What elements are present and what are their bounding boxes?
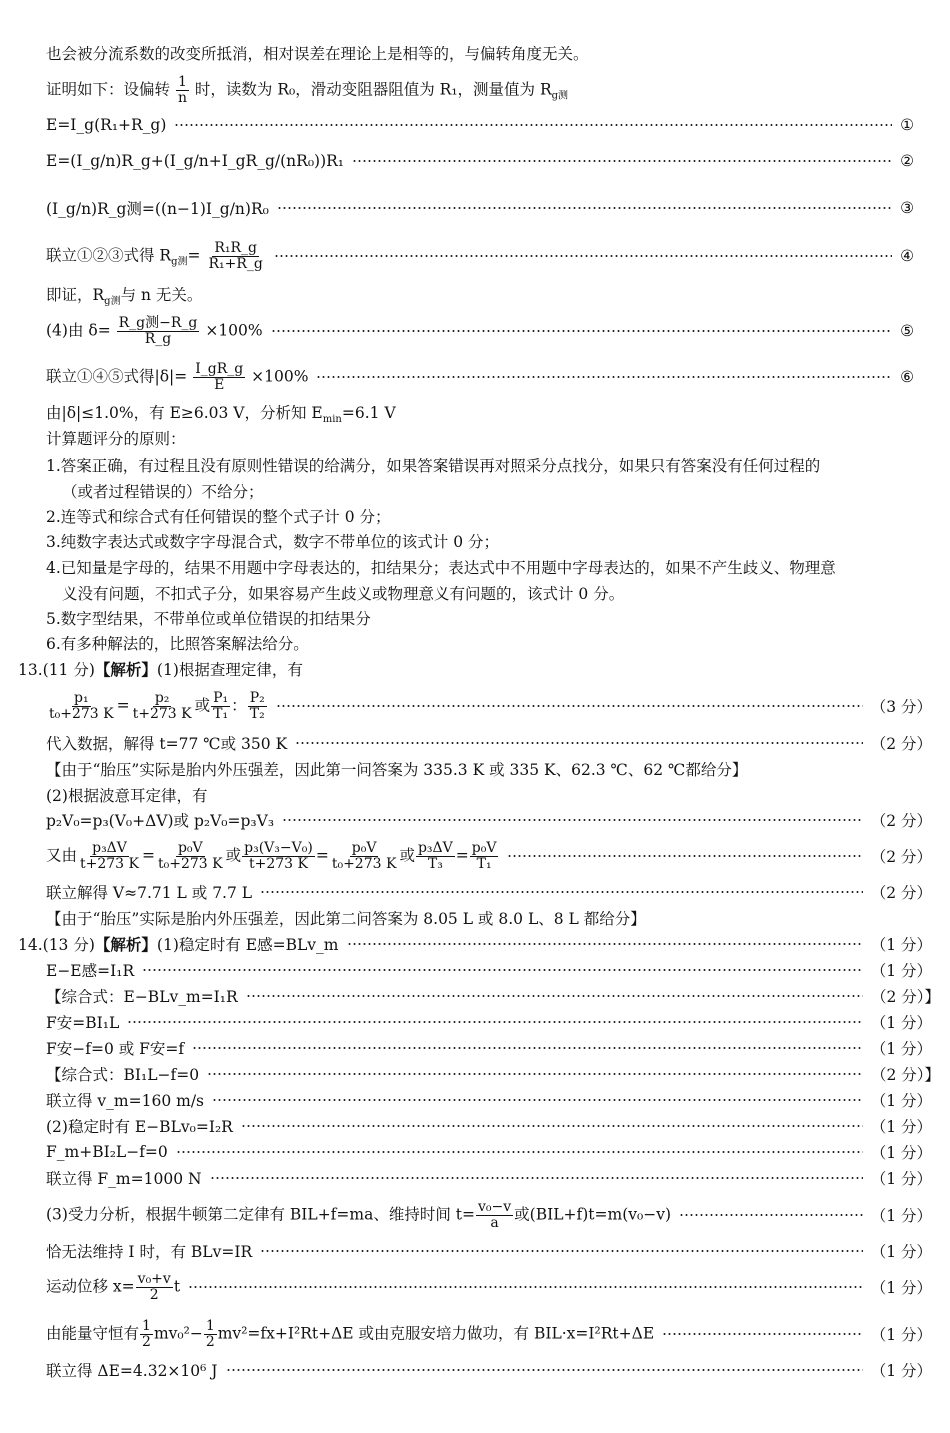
- equation: 联立解得 V≈7.71 L 或 7.7 L: [46, 884, 253, 902]
- text-line: [46, 630, 950, 656]
- line-text: 【由于“胎压”实际是胎内外压强差，因此第一问答案为 335.3 K 或 335 K、62.3 ℃、62 ℃都给分】: [46, 761, 748, 779]
- equation-line: [46, 314, 932, 347]
- text-line: [46, 425, 950, 451]
- text-line: [46, 40, 950, 66]
- equation: 代入数据，解得 t=77 ℃或 350 K: [46, 735, 288, 753]
- leader-dots: [679, 1214, 863, 1216]
- leader-dots: [192, 1047, 863, 1049]
- equation: (2)稳定时有 E−BLv₀=I₂R: [46, 1118, 233, 1136]
- leader-dots: [174, 124, 892, 126]
- equation-line: [46, 1357, 950, 1383]
- fraction: $\frac{1}{n}$: [177, 73, 187, 106]
- leader-dots: [662, 1333, 863, 1335]
- text-line: [62, 580, 950, 606]
- equation: (4)由 δ= $\frac{\text{R\_g测−R\_g}}{R\_g}$ ×100%: [46, 314, 263, 347]
- line-text: 计算题评分的原则：: [46, 430, 186, 448]
- equation-line: [46, 1165, 950, 1191]
- leader-dots: [347, 943, 863, 945]
- equation: F安−f=0 或 F安=f: [46, 1040, 185, 1058]
- score: （1 分）: [870, 1326, 932, 1344]
- leader-dots: [282, 819, 863, 821]
- score: （2 分）】: [870, 988, 940, 1006]
- fraction: $\frac{\text{R\_g测−R\_g}}{R\_g}$: [118, 314, 198, 347]
- equation-line: [46, 1270, 950, 1303]
- leader-dots: [210, 1177, 863, 1179]
- leader-dots: [507, 855, 862, 857]
- equation-number: ④: [900, 247, 914, 265]
- line-text: 即证，$R_{g测}$与 n 无关。: [46, 285, 203, 308]
- equation: 运动位移 x= $\frac{\text{v₀+v}}{2}$ t: [46, 1270, 181, 1303]
- equation-line: [46, 1009, 950, 1035]
- equation-line: [46, 360, 932, 393]
- fraction: $\frac{I\_gR\_g}{E}$: [195, 360, 244, 393]
- equation-line: [46, 1198, 950, 1231]
- leader-dots: [241, 1125, 863, 1127]
- equation-line: [46, 1317, 950, 1350]
- equation: F安=BI₁L: [46, 1014, 120, 1032]
- leader-dots: [260, 1250, 863, 1252]
- equation-line: [46, 839, 950, 872]
- line-text: 【由于“胎压”实际是胎内外压强差，因此第二问答案为 8.05 L 或 8.0 L、8 L 都给分】: [46, 910, 646, 928]
- equation: 由能量守恒有 $\frac{1}{2}$ mv₀²− $\frac{1}{2}$ mv²=fx+I²Rt+ΔE 或由克服安培力做功，有 BIL·x=I²Rt+ΔE: [46, 1317, 655, 1350]
- equation: 联立①④⑤式得|δ|= $\frac{I\_gR\_g}{E}$ ×100%: [46, 360, 309, 393]
- score: （2 分）: [870, 884, 932, 902]
- equation: 联立得 ΔE=4.32×10⁶ J: [46, 1362, 218, 1380]
- leader-dots: [207, 1073, 863, 1075]
- leader-dots: [142, 969, 863, 971]
- text-line: [62, 478, 950, 504]
- leader-dots: [276, 705, 863, 707]
- equation: E−E感=I₁R: [46, 962, 135, 980]
- line-text: 也会被分流系数的改变所抵消，相对误差在理论上是相等的，与偏转角度无关。: [46, 45, 589, 63]
- line-text: 6.有多种解法的，比照答案解法给分。: [46, 635, 309, 653]
- leader-dots: [274, 255, 892, 257]
- text-line: [46, 400, 950, 426]
- equation-number: ①: [900, 116, 914, 134]
- score: （1 分）: [870, 1362, 932, 1380]
- score: （1 分）: [870, 1118, 932, 1136]
- text-line: [46, 73, 950, 106]
- equation: F_m+BI₂L−f=0: [46, 1143, 168, 1161]
- note-line: [46, 756, 950, 782]
- score: （1 分）: [870, 1279, 932, 1297]
- line-text: 2.连等式和综合式有任何错误的整个式子计 0 分；: [46, 508, 391, 526]
- equation-line: [46, 983, 950, 1009]
- leader-dots: [127, 1021, 862, 1023]
- line-text: 14.(13 分)【解析】(1)稳定时有 E感=BLv_m: [18, 935, 339, 954]
- question-13-heading: [18, 656, 950, 682]
- equation-line: [46, 730, 950, 756]
- leader-dots: [226, 1369, 863, 1371]
- score: （1 分）: [870, 936, 932, 954]
- leader-dots: [277, 207, 892, 209]
- equation-line: [46, 112, 932, 138]
- equation-line: [46, 195, 932, 221]
- text-line: [46, 554, 950, 580]
- equation: (I_g/n)R_g测=((n−1)I_g/n)R₀: [46, 200, 269, 218]
- question-14-heading: [18, 931, 950, 957]
- score: （2 分）: [870, 848, 932, 866]
- score: （2 分）】: [870, 1066, 940, 1084]
- equation-line: [46, 1087, 950, 1113]
- score: （1 分）: [870, 1040, 932, 1058]
- score: （3 分）: [870, 698, 932, 716]
- equation-line: [46, 1139, 950, 1165]
- leader-dots: [188, 1286, 863, 1288]
- line-text: 由|δ|≤1.0%，有 E≥6.03 V，分析知 $E_{min}=6.1$ V: [46, 403, 396, 426]
- text-line: [46, 503, 950, 529]
- equation: 联立得 F_m=1000 N: [46, 1170, 202, 1188]
- leader-dots: [246, 995, 863, 997]
- line-text: 1.答案正确，有过程且没有原则性错误的给满分，如果答案错误再对照采分点找分，如果只有答案没有任何过程的: [46, 457, 821, 475]
- equation: 联立①②③式得 $R_{g测}=$ $\frac{\text{R₁R\_g}}{\text{R₁+R\_g}}$: [46, 239, 263, 272]
- equation-line: [46, 1113, 950, 1139]
- leader-dots: [295, 742, 863, 744]
- equation-line: [46, 148, 932, 174]
- line-text: (2)根据波意耳定律，有: [46, 787, 208, 805]
- fraction: $\frac{\text{R₁R\_g}}{\text{R₁+R\_g}}$: [208, 239, 263, 272]
- equation: $\frac{\text{p₁}}{\text{t₀+273 K}}$ = $\frac{\text{p₂}}{t+273 K}$ 或 $\frac{\text{P₁}}{\text{T₁}}$ ： $\frac{\text{P₂}}{\text{T₂}}$: [49, 689, 265, 722]
- equation-line: [46, 957, 950, 983]
- equation-line: [46, 879, 950, 905]
- line-text: （或者过程错误的）不给分；: [62, 483, 264, 501]
- leader-dots: [271, 330, 892, 332]
- equation-line: [46, 239, 932, 272]
- leader-dots: [176, 1151, 863, 1153]
- equation: (3)受力分析，根据牛顿第二定律有 BIL+f=ma、维持时间 t= $\frac{\text{v₀−v}}{a}$ 或(BIL+f)t=m(v₀−v): [46, 1198, 672, 1231]
- equation-line: [46, 1061, 950, 1087]
- line-text: 4.已知量是字母的，结果不用题中字母表达的，扣结果分；表达式中不用题中字母表达的，如果不产生歧义、物理意: [46, 559, 836, 577]
- equation-number: ②: [900, 152, 914, 170]
- leader-dots: [212, 1099, 863, 1101]
- equation-line: [46, 1238, 950, 1264]
- line-text: 证明如下：设偏转 $\frac{1}{n}$ 时，读数为 R₀，滑动变阻器阻值为 R₁，测量值为 $R_{g测}$: [46, 73, 569, 106]
- score: （1 分）: [870, 1092, 932, 1110]
- score: （1 分）: [870, 1243, 932, 1261]
- score: （2 分）: [870, 812, 932, 830]
- equation-line: [46, 689, 950, 722]
- equation: E=I_g(R₁+R_g): [46, 116, 167, 134]
- score: （1 分）: [870, 962, 932, 980]
- equation: 恰无法维持 I 时，有 BLv=IR: [46, 1243, 253, 1261]
- score: （1 分）: [870, 1144, 932, 1162]
- score: （2 分）: [870, 735, 932, 753]
- text-line: [46, 282, 950, 308]
- equation: 又由 $\frac{\text{p₃ΔV}}{t+273 K}$ = $\frac{\text{p₀V}}{\text{t₀+273 K}}$ 或 $\frac{\text{p₃(V₃−V₀)}}{t+273 K}$ = $\frac{\text{p₀V}}{\text{t₀+273 K}}$ 或 $\frac{\text{p₃ΔV}}{\text{T₃}}$ = $\frac{\text{p₀V}}{\text{T₁}}$: [46, 839, 497, 872]
- score: （1 分）: [870, 1170, 932, 1188]
- text-line: [46, 605, 950, 631]
- text-line: [46, 528, 950, 554]
- equation-line: [46, 1035, 950, 1061]
- note-line: [46, 905, 950, 931]
- line-text: 3.纯数字表达式或数字字母混合式，数字不带单位的该式计 0 分；: [46, 533, 500, 551]
- line-text: 义没有问题，不扣式子分，如果容易产生歧义或物理意义有问题的，该式计 0 分。: [62, 585, 625, 603]
- leader-dots: [316, 376, 892, 378]
- equation-number: ⑥: [900, 368, 914, 386]
- score: （1 分）: [870, 1207, 932, 1225]
- text-line: [46, 782, 950, 808]
- text-line: [46, 452, 950, 478]
- leader-dots: [352, 160, 892, 162]
- equation: p₂V₀=p₃(V₀+ΔV)或 p₂V₀=p₃V₃: [46, 812, 275, 830]
- line-text: 5.数字型结果，不带单位或单位错误的扣结果分: [46, 610, 371, 628]
- score: （1 分）: [870, 1014, 932, 1032]
- equation-number: ③: [900, 199, 914, 217]
- line-text: 13.(11 分)【解析】(1)根据查理定律，有: [18, 660, 303, 679]
- equation: 【综合式：E−BLv_m=I₁R: [46, 988, 238, 1006]
- equation-number: ⑤: [900, 322, 914, 340]
- equation-line: [46, 807, 950, 833]
- leader-dots: [260, 891, 863, 893]
- equation: 联立得 v_m=160 m/s: [46, 1092, 205, 1110]
- equation: 【综合式：BI₁L−f=0: [46, 1066, 200, 1084]
- equation: E=(I_g/n)R_g+(I_g/n+I_gR_g/(nR₀))R₁: [46, 152, 345, 170]
